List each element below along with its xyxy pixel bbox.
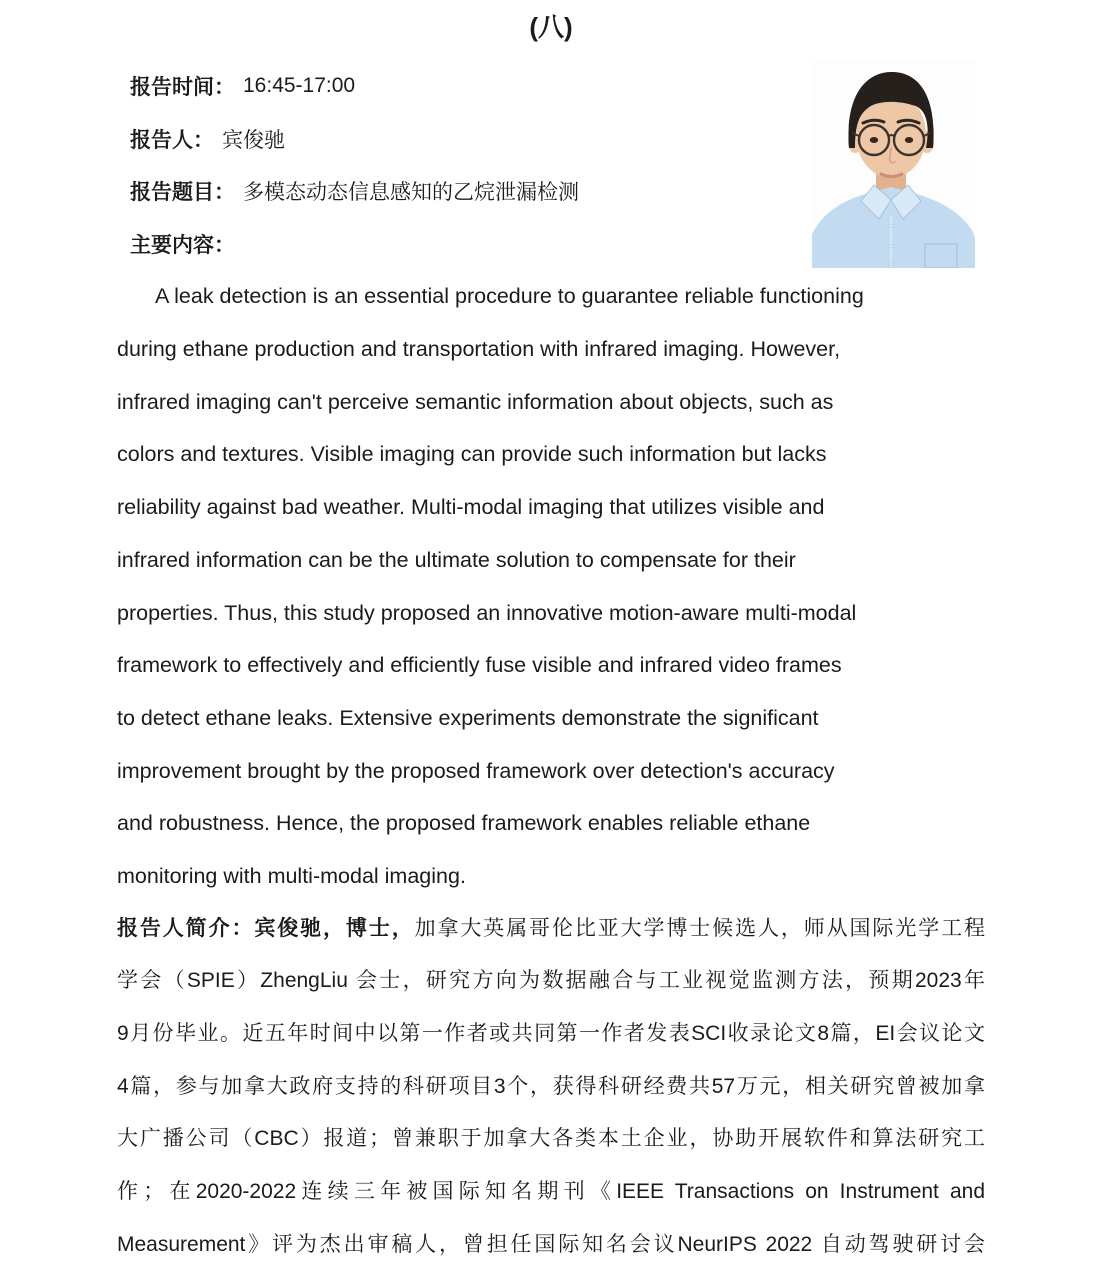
speaker-photo xyxy=(812,60,975,268)
main-content-label: 主要内容： xyxy=(130,234,235,258)
bio-line xyxy=(117,903,985,956)
bio-line-text: 加拿大英属哥伦比亚大学博士候选人，师从国际光学工程 xyxy=(414,916,985,940)
abstract-line: to detect ethane leaks. Extensive experiments demonstrate the significant xyxy=(117,705,819,730)
speaker-name: 宾俊驰 xyxy=(222,128,285,152)
bio-line: 9月份毕业。近五年时间中以第一作者或共同第一作者发表SCI收录论文8篇，EI会议论文 xyxy=(117,1022,985,1045)
page-title: (八) xyxy=(529,12,573,42)
bio-line: 作；在2020-2022连续三年被国际知名期刊《IEEE Transactions on Instrument and xyxy=(117,1180,985,1204)
report-topic-value: 多模态动态信息感知的乙烷泄漏检测 xyxy=(243,181,579,205)
abstract-line: properties. Thus, this study proposed an innovative motion-aware multi-modal xyxy=(117,600,857,625)
abstract-line: during ethane production and transportation with infrared imaging. However, xyxy=(117,337,841,362)
abstract-line: monitoring with multi-modal imaging. xyxy=(117,863,466,888)
report-time-label: 报告时间： xyxy=(130,76,235,100)
speaker-label: 报告人： xyxy=(130,128,214,152)
abstract-paragraph xyxy=(117,270,985,902)
abstract-line: colors and textures. Visible imaging can provide such information but lacks xyxy=(117,442,827,467)
abstract-line: and robustness. Hence, the proposed framework enables reliable ethane xyxy=(117,811,811,836)
bio-line: 4篇，参与加拿大政府支持的科研项目3个，获得科研经费共57万元，相关研究曾被加拿 xyxy=(117,1074,985,1098)
bio-lead-bold: 报告人简介：宾俊驰，博士， xyxy=(117,916,415,940)
bio-line: 大广播公司（CBC）报道；曾兼职于加拿大各类本土企业，协助开展软件和算法研究工 xyxy=(117,1127,985,1151)
abstract-line: improvement brought by the proposed framework over detection's accuracy xyxy=(117,758,835,783)
bio-line: 学会（SPIE）ZhengLiu 会士，研究方向为数据融合与工业视觉监测方法，预期2023年 xyxy=(117,969,985,993)
bio-line: Measurement》评为杰出审稿人，曾担任国际知名会议NeurIPS 2022 自动驾驶研讨会 xyxy=(117,1232,985,1256)
abstract-line: reliability against bad weather. Multi-modal imaging that utilizes visible and xyxy=(117,495,825,520)
abstract-line: infrared information can be the ultimate solution to compensate for their xyxy=(117,547,796,572)
bio-paragraph xyxy=(117,903,985,1271)
abstract-line: infrared imaging can't perceive semantic information about objects, such as xyxy=(117,389,834,414)
report-topic-label: 报告题目： xyxy=(130,181,235,205)
abstract-line: A leak detection is an essential procedure to guarantee reliable functioning xyxy=(155,284,864,309)
abstract-line: framework to effectively and efficiently fuse visible and infrared video frames xyxy=(117,653,842,678)
report-time-value: 16:45-17:00 xyxy=(243,74,356,98)
